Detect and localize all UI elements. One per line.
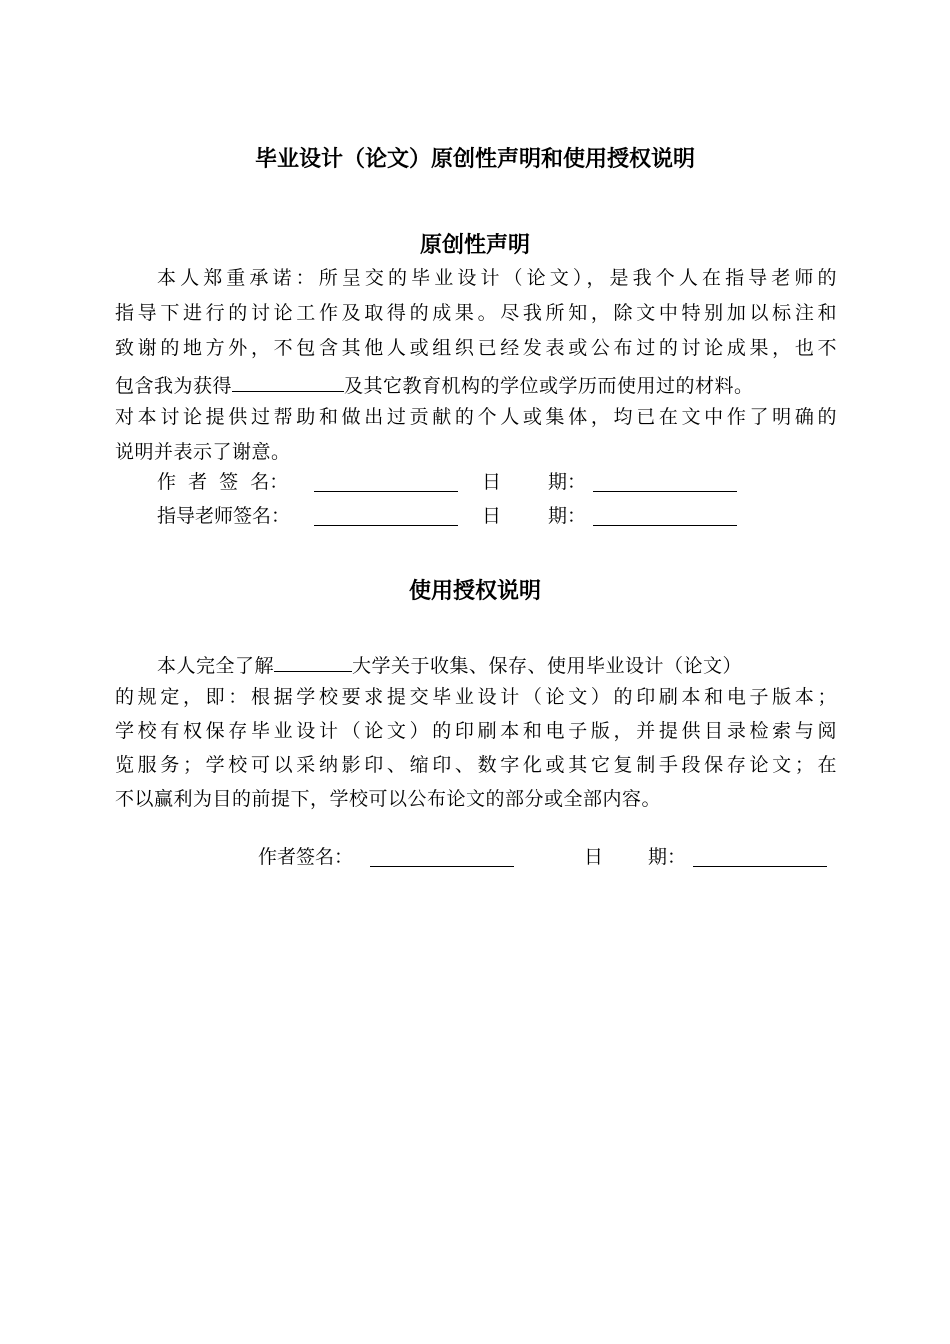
- originality-line-1: 本人郑重承诺：所呈交的毕业设计（论文），是我个人在指导老师的: [157, 267, 837, 289]
- date-label-char-1: 日: [482, 471, 502, 493]
- auth-date-line: [693, 866, 827, 867]
- originality-heading: 原创性声明: [419, 233, 530, 258]
- advisor-sign-line: [314, 525, 458, 526]
- advisor-date-label-char-2: 期：: [548, 505, 587, 527]
- auth-date-label-char-2: 期：: [648, 846, 687, 868]
- page-title: 毕业设计（论文）原创性声明和使用授权说明: [254, 147, 695, 172]
- author-date-line: [593, 491, 737, 492]
- auth-date-label-char-1: 日: [584, 846, 604, 868]
- authorization-line-1: [157, 651, 837, 678]
- authorization-line-4: 览服务；学校可以采纳影印、缩印、数字化或其它复制手段保存论文；在: [115, 754, 837, 776]
- authorization-heading: 使用授权说明: [408, 579, 541, 604]
- author-sign-label: 作 者 签 名：: [157, 471, 289, 493]
- auth-author-sign-line: [370, 866, 514, 867]
- originality-line-3: 致谢的地方外，不包含其他人或组织已经发表或公布过的讨论成果，也不: [115, 337, 837, 359]
- originality-line-4-start: 包含我为获得: [115, 375, 233, 397]
- originality-line-2: 指导下进行的讨论工作及取得的成果。尽我所知，除文中特别加以标注和: [115, 302, 837, 324]
- advisor-date-label-char-1: 日: [482, 505, 502, 527]
- originality-line-4: [115, 371, 837, 398]
- auth-author-sign-label: 作者签名：: [258, 846, 354, 868]
- advisor-date-line: [593, 525, 737, 526]
- degree-blank: [232, 371, 344, 392]
- university-blank: [274, 651, 352, 672]
- authorization-line-2: 的规定，即：根据学校要求提交毕业设计（论文）的印刷本和电子版本；: [115, 686, 837, 708]
- authorization-line-1-end: 大学关于收集、保存、使用毕业设计（论文）: [352, 655, 743, 677]
- date-label-char-2: 期：: [548, 471, 587, 493]
- originality-line-5: 对本讨论提供过帮助和做出过贡献的个人或集体，均已在文中作了明确的: [115, 406, 837, 428]
- originality-line-4-end: 及其它教育机构的学位或学历而使用过的材料。: [344, 375, 754, 397]
- originality-line-6: 说明并表示了谢意。: [115, 441, 291, 463]
- advisor-sign-label: 指导老师签名：: [157, 505, 291, 527]
- authorization-line-5: 不以赢利为目的前提下，学校可以公布论文的部分或全部内容。: [115, 788, 662, 810]
- author-sign-line: [314, 491, 458, 492]
- authorization-line-3: 学校有权保存毕业设计（论文）的印刷本和电子版，并提供目录检索与阅: [115, 720, 837, 742]
- authorization-line-1-start: 本人完全了解: [157, 655, 275, 677]
